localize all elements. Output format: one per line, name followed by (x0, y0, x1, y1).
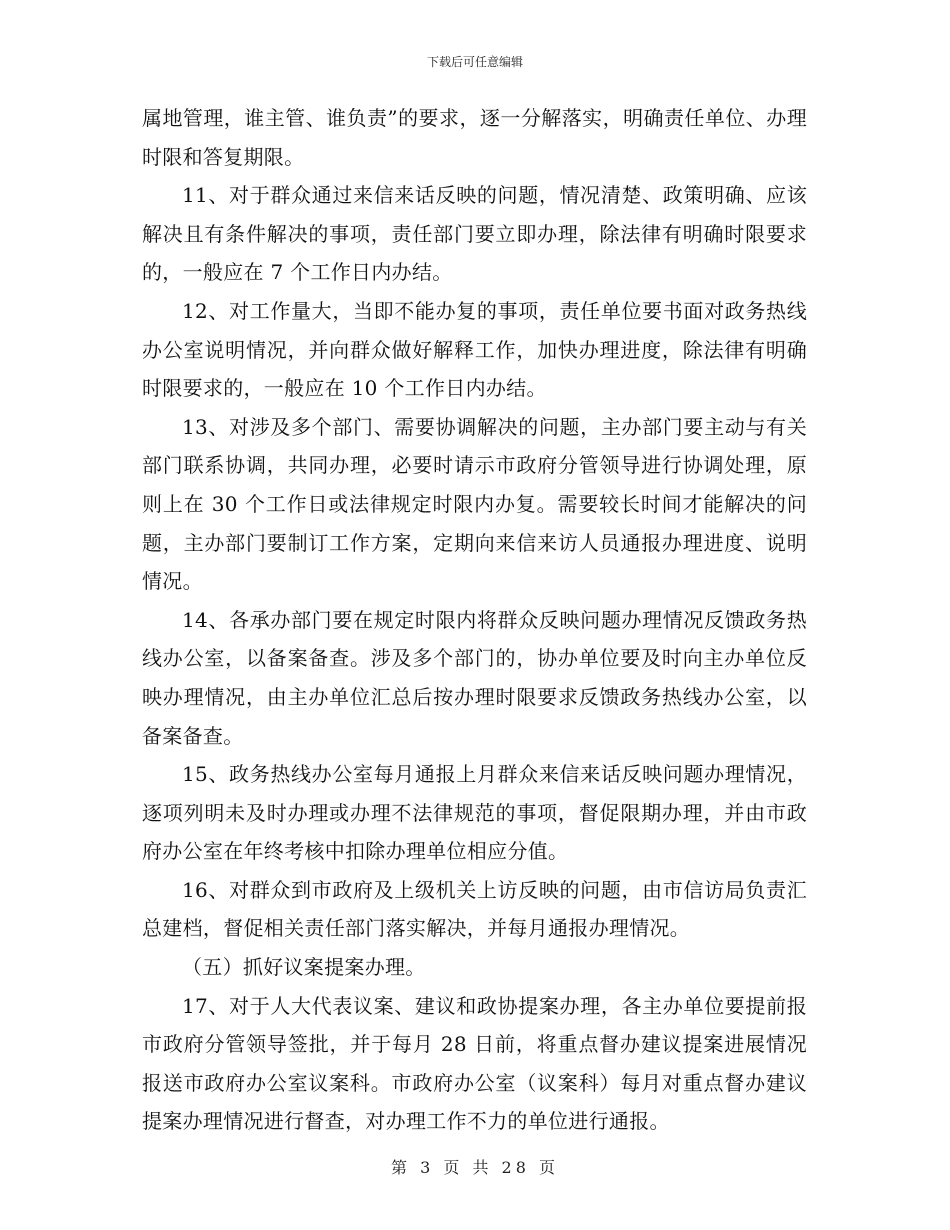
page-footer: 第 3 页 共 28 页 (391, 1158, 559, 1177)
section-heading: （五）抓好议案提案办理。 (182, 955, 426, 980)
document-body (142, 99, 807, 1141)
paragraph: 11、对于群众通过来信来话反映的问题，情况清楚、政策明确、应该解决且有条件解决的事项，责任部门要立即办理，除法律有明确时限要求的，一般应在 7 个工作日内办结。 (142, 183, 807, 285)
page-header: 下载后可任意编辑 (426, 55, 523, 69)
paragraph: 14、各承办部门要在规定时限内将群众反映问题办理情况反馈政务热线办公室，以备案备查。涉及多个部门的，协办单位要及时向主办单位反映办理情况，由主办单位汇总后按办理时限要求反馈政务热线办公室，以备案备查。 (142, 607, 807, 748)
paragraph: 17、对于人大代表议案、建议和政协提案办理，各主办单位要提前报市政府分管领导签批，并于每月 28 日前，将重点督办建议提案进展情况报送市政府办公室议案科。市政府办公室（议案科）每月对重点督办建议提案办理情况进行督查，对办理工作不力的单位进行通报。 (142, 993, 807, 1134)
paragraph: 12、对工作量大，当即不能办复的事项，责任单位要书面对政务热线办公室说明情况，并向群众做好解释工作，加快办理进度，除法律有明确时限要求的，一般应在 10 个工作日内办结。 (142, 298, 807, 401)
paragraph: 13、对涉及多个部门、需要协调解决的问题，主办部门要主动与有关部门联系协调，共同办理，必要时请示市政府分管领导进行协调处理，原则上在 30 个工作日或法律规定时限内办复。需要较长时间才能解决的问题，主办部门要制订工作方案，定期向来信来访人员通报办理进度、说明情况。 (142, 414, 807, 594)
paragraph: 16、对群众到市政府及上级机关上访反映的问题，由市信访局负责汇总建档，督促相关责任部门落实解决，并每月通报办理情况。 (142, 877, 807, 941)
paragraph: 属地管理，谁主管、谁负责”的要求，逐一分解落实，明确责任单位、办理时限和答复期限。 (142, 106, 807, 169)
paragraph: 15、政务热线办公室每月通报上月群众来信来话反映问题办理情况，逐项列明未及时办理或办理不法律规范的事项，督促限期办理，并由市政府办公室在年终考核中扣除办理单位相应分值。 (142, 762, 807, 864)
